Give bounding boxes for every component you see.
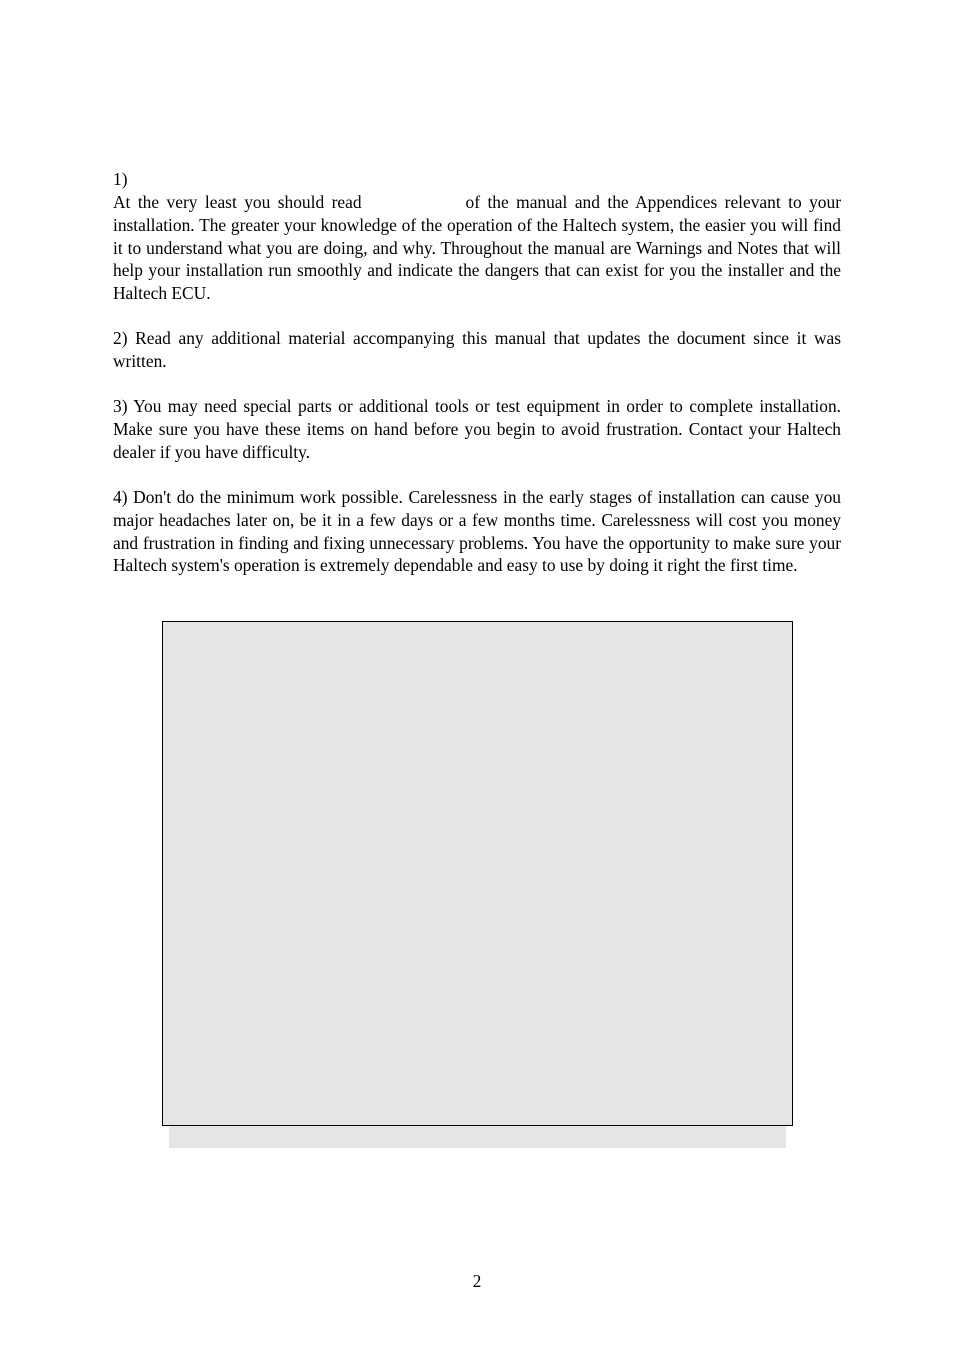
page-number: 2 — [472, 1271, 482, 1291]
paragraph-2: 2) Read any additional material accompanying this manual that updates the document since it was written. — [113, 328, 841, 371]
paragraph-1-text-before-gap: At the very least you should read — [113, 192, 362, 212]
paragraph-3: 3) You may need special parts or additional tools or test equipment in order to complete installation. Make sure you have these items on hand before you begin to avoid frustration. Contact your Haltech dealer if you have difficulty. — [113, 396, 841, 462]
paragraph-1-body — [113, 191, 841, 305]
paragraph-4: 4) Don't do the minimum work possible. Carelessness in the early stages of installation can cause you major headaches later on, be it in a few days or a few months time. Carelessness will cost you money and frustration in finding and fixing unnecessary problems. You have the opportunity to make sure your Haltech system's operation is extremely dependable and easy to use by doing it right the first time. — [113, 487, 841, 576]
paragraph-1-text-after-gap: of the manual and the Appendices relevant to your installation. The greater your knowledge of the operation of the Haltech system, the easier you will find it to understand what you are doing, and why. Throughout the manual are Warnings and Notes that will help your installation run smoothly and indicate the dangers that can exist for you the installer and the Haltech ECU. — [113, 192, 841, 304]
paragraph-1-number: 1) — [113, 169, 128, 189]
figure-placeholder-box — [162, 621, 793, 1126]
